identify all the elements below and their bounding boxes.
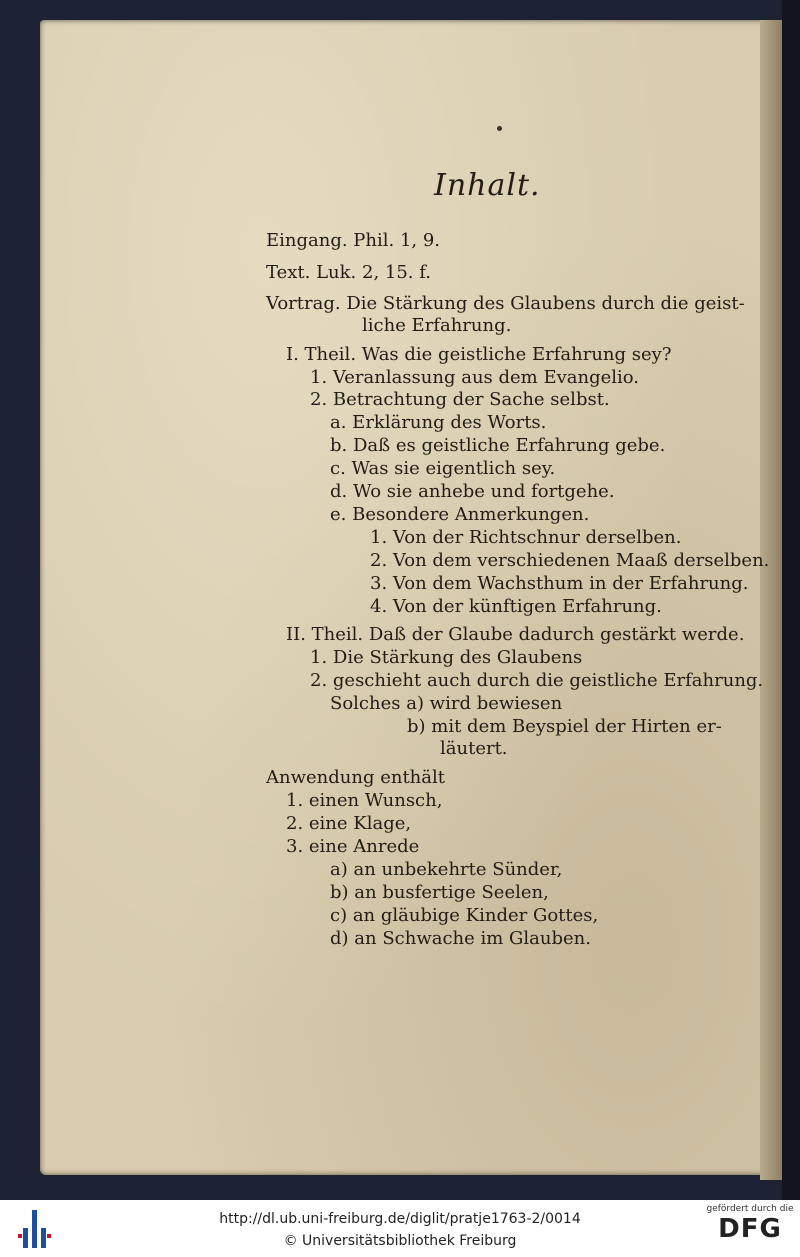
copyright-notice: © Universitätsbibliothek Freiburg: [283, 1233, 517, 1249]
toc-line: 2. geschieht auch durch die geistliche Erfahrung.: [310, 670, 764, 691]
permalink-url[interactable]: http://dl.ub.uni-freiburg.de/diglit/pratje1763-2/0014: [219, 1211, 581, 1227]
toc-line: 2. Betrachtung der Sache selbst.: [310, 389, 610, 410]
toc-line: Anwendung enthält: [266, 767, 445, 788]
toc-line: 3. eine Anrede: [286, 836, 420, 857]
toc-line: b. Daß es geistliche Erfahrung gebe.: [330, 435, 666, 456]
toc-line: 1. Die Stärkung des Glaubens: [310, 647, 583, 668]
toc-line: e. Besondere Anmerkungen.: [330, 504, 590, 525]
toc-line: 1. Von der Richtschnur derselben.: [370, 527, 682, 548]
toc-line: 3. Von dem Wachsthum in der Erfahrung.: [370, 573, 749, 594]
page-edge: [760, 20, 782, 1180]
dfg-logo: [705, 1204, 795, 1254]
book-binding: [782, 0, 800, 1200]
toc-line: 2. eine Klage,: [286, 813, 412, 834]
viewer-footer: [0, 1200, 800, 1257]
toc-line: liche Erfahrung.: [362, 315, 512, 336]
toc-line: c. Was sie eigentlich sey.: [330, 458, 556, 479]
toc-line: läutert.: [440, 738, 508, 759]
toc-line: 4. Von der künftigen Erfahrung.: [370, 596, 662, 617]
page-title: Inhalt.: [434, 168, 541, 203]
toc-line: d. Wo sie anhebe und fortgehe.: [330, 481, 615, 502]
toc-line: II. Theil. Daß der Glaube dadurch gestärkt werde.: [286, 624, 745, 645]
toc-line: Text. Luk. 2, 15. f.: [266, 262, 431, 283]
toc-line: a. Erklärung des Worts.: [330, 412, 547, 433]
toc-line: 1. Veranlassung aus dem Evangelio.: [310, 367, 640, 388]
toc-line: 2. Von dem verschiedenen Maaß derselben.: [370, 550, 770, 571]
toc-line: d) an Schwache im Glauben.: [330, 928, 591, 949]
toc-line: a) an unbekehrte Sünder,: [330, 859, 563, 880]
toc-line: Vortrag. Die Stärkung des Glaubens durch die geist-: [266, 293, 745, 314]
toc-line: Eingang. Phil. 1, 9.: [266, 230, 441, 251]
toc-line: 1. einen Wunsch,: [286, 790, 443, 811]
toc-line: I. Theil. Was die geistliche Erfahrung sey?: [286, 344, 672, 365]
toc-line: b) mit dem Beyspiel der Hirten er-: [407, 716, 722, 737]
ink-dot: [497, 126, 502, 131]
toc-line: b) an busfertige Seelen,: [330, 882, 549, 903]
funding-label: gefördert durch die: [706, 1204, 794, 1214]
dfg-logo-text: DFG: [718, 1214, 782, 1244]
toc-line: c) an gläubige Kinder Gottes,: [330, 905, 599, 926]
toc-line: Solches a) wird bewiesen: [330, 693, 563, 714]
